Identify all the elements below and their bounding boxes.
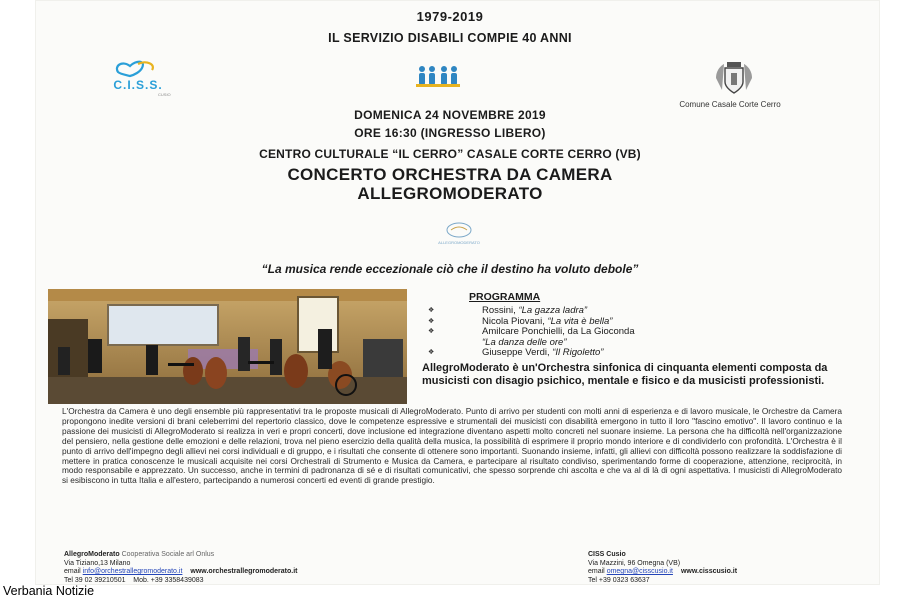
contact-org-desc: Cooperativa Sociale arl Onlus bbox=[121, 551, 215, 558]
source-caption: Verbania Notizie bbox=[3, 584, 95, 598]
disability-service-logo bbox=[410, 64, 466, 90]
contact-phone: Tel +39 0323 63637 bbox=[588, 576, 650, 584]
allegromoderato-logo bbox=[424, 220, 494, 246]
contact-website-link[interactable]: www.cisscusio.it bbox=[680, 568, 738, 576]
program-item-work: “Il Rigoletto” bbox=[552, 347, 604, 358]
orchestra-description: AllegroModerato è un'Orchestra sinfonica di cinquanta elementi composta da musicisti con disagio psichico, mentale e fisico e da musicisti professionisti. bbox=[422, 362, 828, 387]
ciss-logo bbox=[98, 58, 178, 98]
comune-label: Comune Casale Corte Cerro bbox=[679, 100, 781, 109]
orchestra-photo bbox=[48, 289, 407, 404]
allegromoderato-mark-icon bbox=[424, 220, 494, 246]
program-item-work: “La vita è bella” bbox=[547, 315, 613, 327]
contact-mobile: Mob. +39 3358439083 bbox=[133, 576, 204, 584]
ciss-logo-text: C.I.S.S. bbox=[113, 78, 163, 92]
comune-crest bbox=[712, 60, 756, 96]
ciss-contacts bbox=[588, 551, 868, 585]
program-item-composer: Amilcare Ponchielli, da La Gioconda bbox=[482, 326, 635, 337]
allegromoderato-logo-text: ALLEGROMODERATO bbox=[438, 240, 480, 245]
program-item bbox=[428, 348, 858, 359]
people-group-icon bbox=[410, 64, 466, 90]
program-item-composer: Nicola Piovani, bbox=[482, 315, 548, 327]
contact-address: Via Tiziano,13 Milano bbox=[64, 559, 131, 567]
event-venue: CENTRO CULTURALE “IL CERRO” CASALE CORTE CERRO (VB) bbox=[259, 147, 641, 161]
ciss-logo-subtext: CUSIO bbox=[158, 92, 171, 97]
event-date: DOMENICA 24 NOVEMBRE 2019 bbox=[354, 108, 546, 122]
orchestra-performance-image bbox=[48, 289, 407, 404]
diamond-bullet-icon: ❖ bbox=[428, 317, 435, 325]
program-item-work: “La gazza ladra” bbox=[518, 305, 588, 316]
orchestra-name: ALLEGROMODERATO bbox=[357, 184, 543, 203]
contact-email-link[interactable]: info@orchestrallegromoderato.it bbox=[82, 568, 183, 576]
allegromoderato-contacts bbox=[64, 551, 514, 585]
program-item-composer: Rossini, bbox=[482, 305, 519, 316]
program-list bbox=[428, 306, 858, 359]
contact-website-link[interactable]: www.orchestrallegromoderato.it bbox=[190, 568, 298, 576]
contact-org-name: AllegroModerato bbox=[64, 551, 120, 558]
coat-of-arms-icon bbox=[712, 60, 756, 96]
contact-email-label: email bbox=[588, 568, 605, 576]
concert-title: CONCERTO ORCHESTRA DA CAMERA bbox=[287, 165, 613, 184]
diamond-bullet-icon: ❖ bbox=[428, 307, 435, 314]
contact-email-label: email bbox=[64, 568, 81, 576]
anniversary-years: 1979-2019 bbox=[416, 9, 484, 24]
anniversary-headline: IL SERVIZIO DISABILI COMPIE 40 ANNI bbox=[328, 31, 572, 45]
diamond-bullet-icon: ❖ bbox=[428, 328, 435, 335]
program-heading: PROGRAMMA bbox=[469, 291, 541, 303]
program-item-work: “La danza delle ore” bbox=[482, 336, 567, 348]
event-time: ORE 16:30 (INGRESSO LIBERO) bbox=[354, 126, 546, 140]
contact-address: Via Mazzini, 96 Omegna (VB) bbox=[588, 559, 681, 567]
motto-quote: “La musica rende eccezionale ciò che il destino ha voluto debole” bbox=[261, 262, 639, 276]
contact-email-link[interactable]: omegna@cisscusio.it bbox=[606, 568, 673, 576]
program-item-composer: Giuseppe Verdi, bbox=[482, 347, 553, 358]
contact-org-name: CISS Cusio bbox=[588, 551, 626, 558]
contact-phone: Tel 39 02 39210501 bbox=[64, 576, 126, 584]
body-paragraph: L'Orchestra da Camera è uno degli ensemble più rappresentativi tra le proposte musicali di AllegroModerato. Punto di arrivo per studenti con molti anni di esperienza e di lavoro musicale, le Orchestre da Camera propongono inedite versioni di brani celeberrimi del repertorio classico, dove le competenze espressive e strumentali dei musicisti con disabilità emergono in tutto il loro "fascino emotivo". Il lavoro continuo e la passione dei musicisti di AllegroModerato si realizza in veri e propri concerti, dove inclusione ed integrazione diventano aspetti molto concreti nel suonare insieme. La persona che ha difficoltà nell'organizzazione del pensiero, nella gestione delle emozioni e delle relazioni, trova nel pieno esercizio della qualità della musica, la possibilità di esprimere il proprio mondo interiore e di condividerlo con profondità. L'Orchestra è il punto di arrivo dell'impegno degli allievi nei corsi individuali e di gruppo, e i risultati che consente di ottenere sono importanti. Suonando insieme, infatti, gli allievi con difficoltà possono realizzare la soddisfazione di mettere in pratica conoscenze le musicali acquisite nei corsi Orchestrali di Strumento e Musica da Camera, e partecipare al risultato condiviso, sperimentando forme di cooperazione, attenzione, reciprocità, in modo responsabile e apprezzato. Un successo, anche in termini di padronanza di sé e di risultati comunicativi, che spesso sorprende chi ascolta e che va al di là di ogni aspettativa. I musicisti di AllegroModerato si esibiscono in tutta Italia e all'estero, partecipando a numerosi concerti ed eventi di grande prestigio. bbox=[62, 406, 842, 486]
ciss-heart-icon bbox=[112, 58, 160, 78]
diamond-bullet-icon: ❖ bbox=[428, 349, 435, 356]
